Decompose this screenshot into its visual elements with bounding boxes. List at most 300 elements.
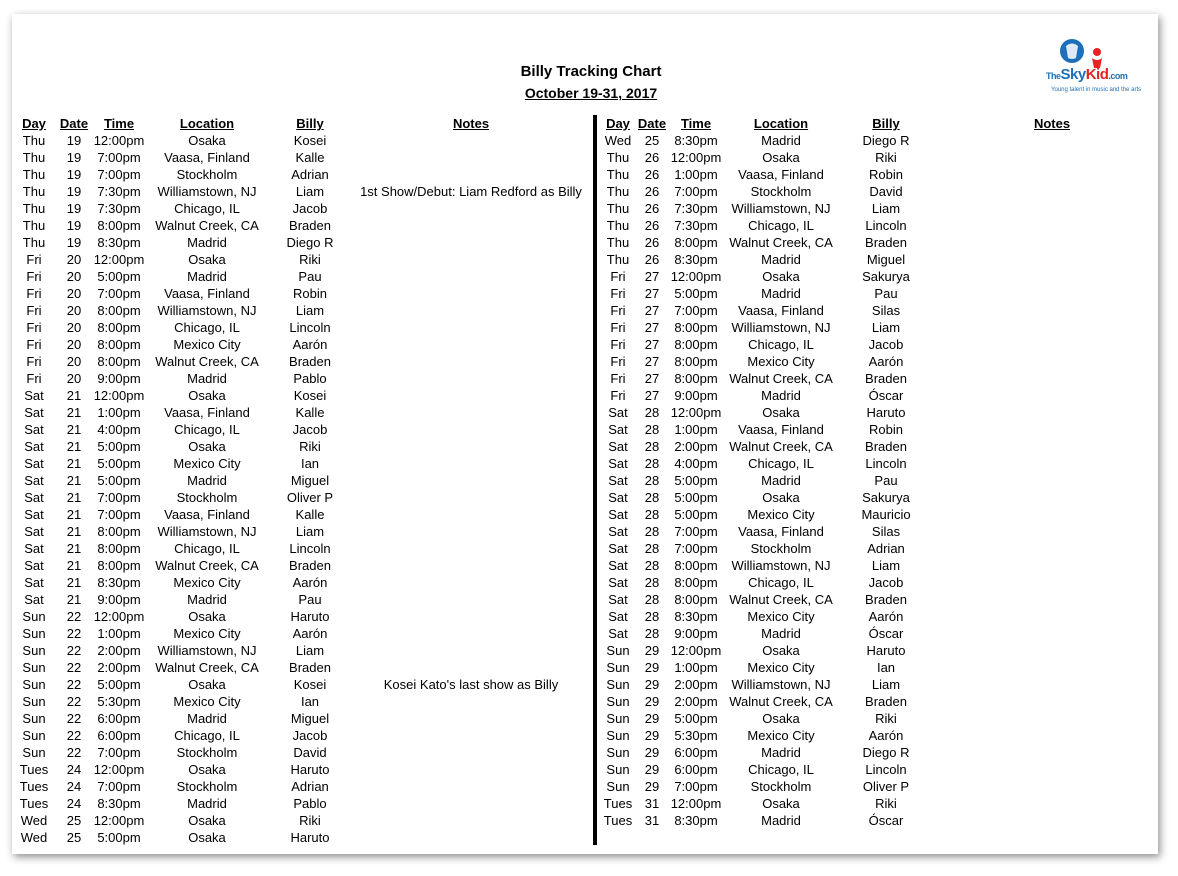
cell-time: 2:00pm [97,660,141,675]
cell-date: 22 [66,711,82,726]
cell-location: Madrid [761,388,801,403]
cell-billy: Aarón [868,728,904,743]
cell-day: Sat [608,541,628,556]
cell-location: Chicago, IL [174,422,240,437]
cell-location: Walnut Creek, CA [729,235,833,250]
cell-location: Walnut Creek, CA [155,660,259,675]
cell-billy: Haruto [290,830,330,845]
cell-time: 4:00pm [97,422,141,437]
cell-day: Fri [610,269,626,284]
cell-time: 5:00pm [97,830,141,845]
cell-date: 26 [644,201,660,216]
cell-billy: Óscar [868,626,904,641]
header-location: Location [753,116,809,131]
cell-date: 28 [644,524,660,539]
cell-time: 8:00pm [674,337,718,352]
cell-billy: Lincoln [289,541,331,556]
cell-location: Mexico City [173,456,241,471]
cell-day: Thu [22,201,46,216]
cell-date: 25 [66,813,82,828]
cell-date: 22 [66,609,82,624]
cell-billy: Diego R [286,235,334,250]
cell-time: 1:00pm [674,422,718,437]
cell-day: Fri [26,269,42,284]
cell-date: 29 [644,643,660,658]
cell-location: Walnut Creek, CA [729,694,833,709]
cell-date: 25 [644,133,660,148]
cell-location: Osaka [188,813,226,828]
cell-date: 21 [66,507,82,522]
cell-day: Sat [608,626,628,641]
header-notes: Notes [452,116,490,131]
cell-billy: Oliver P [862,779,910,794]
cell-location: Chicago, IL [174,541,240,556]
cell-date: 26 [644,150,660,165]
cell-time: 8:30pm [674,813,718,828]
cell-date: 21 [66,439,82,454]
cell-time: 4:00pm [674,456,718,471]
cell-date: 28 [644,456,660,471]
cell-location: Stockholm [176,779,238,794]
cell-day: Sun [606,711,630,726]
logo-the: The [1046,71,1061,81]
cell-day: Sat [608,405,628,420]
cell-billy: Kalle [295,507,325,522]
cell-time: 12:00pm [93,762,145,777]
cell-date: 21 [66,592,82,607]
cell-location: Osaka [188,439,226,454]
cell-location: Chicago, IL [748,575,814,590]
cell-date: 28 [644,405,660,420]
cell-date: 21 [66,490,82,505]
cell-location: Stockholm [176,490,238,505]
cell-time: 12:00pm [93,388,145,403]
cell-billy: Liam [871,201,901,216]
cell-location: Walnut Creek, CA [155,218,259,233]
cell-time: 7:00pm [97,507,141,522]
cell-time: 12:00pm [670,150,722,165]
cell-day: Fri [26,337,42,352]
cell-location: Osaka [762,711,800,726]
cell-billy: Pablo [293,796,327,811]
cell-day: Sun [22,660,46,675]
header-time: Time [680,116,712,131]
cell-day: Thu [22,184,46,199]
cell-day: Sun [22,711,46,726]
cell-time: 1:00pm [674,167,718,182]
cell-time: 8:00pm [674,575,718,590]
cell-day: Thu [606,218,630,233]
cell-date: 20 [66,269,82,284]
cell-date: 29 [644,762,660,777]
cell-location: Chicago, IL [748,218,814,233]
cell-billy: Kosei [293,133,327,148]
cell-location: Madrid [761,252,801,267]
cell-day: Sun [22,728,46,743]
cell-day: Sun [606,643,630,658]
header-location: Location [179,116,235,131]
cell-date: 28 [644,558,660,573]
cell-date: 29 [644,677,660,692]
cell-time: 8:00pm [97,558,141,573]
cell-billy: Jacob [292,201,328,216]
cell-time: 5:00pm [97,677,141,692]
cell-billy: Óscar [868,813,904,828]
cell-date: 22 [66,745,82,760]
cell-billy: Liam [871,677,901,692]
cell-location: Vaasa, Finland [738,167,824,182]
cell-day: Sat [24,507,44,522]
cell-date: 27 [644,371,660,386]
cell-date: 20 [66,303,82,318]
cell-location: Mexico City [173,337,241,352]
header-billy: Billy [296,116,324,131]
cell-location: Osaka [188,762,226,777]
cell-time: 7:00pm [674,541,718,556]
cell-location: Chicago, IL [748,762,814,777]
header-time: Time [103,116,135,131]
cell-date: 19 [66,235,82,250]
cell-location: Madrid [761,745,801,760]
cell-day: Fri [610,320,626,335]
cell-time: 2:00pm [674,694,718,709]
cell-billy: Robin [869,167,903,182]
cell-billy: Haruto [866,643,906,658]
cell-day: Thu [22,133,46,148]
cell-billy: Pau [874,473,898,488]
cell-location: Madrid [761,133,801,148]
cell-time: 7:00pm [97,286,141,301]
cell-day: Tues [603,796,633,811]
cell-billy: Pau [874,286,898,301]
cell-day: Sat [608,490,628,505]
cell-time: 5:00pm [97,269,141,284]
cell-billy: Jacob [868,337,904,352]
cell-location: Mexico City [173,626,241,641]
cell-location: Vaasa, Finland [738,303,824,318]
cell-billy: Kalle [295,150,325,165]
cell-time: 5:00pm [97,456,141,471]
cell-day: Sat [608,456,628,471]
header-day: Day [22,116,46,131]
cell-date: 22 [66,660,82,675]
cell-billy: Miguel [290,473,330,488]
cell-time: 5:30pm [674,728,718,743]
cell-location: Williamstown, NJ [731,320,831,335]
cell-billy: Haruto [290,609,330,624]
cell-day: Sat [24,473,44,488]
cell-day: Thu [606,252,630,267]
cell-day: Fri [610,337,626,352]
cell-date: 26 [644,235,660,250]
cell-day: Fri [610,354,626,369]
cell-day: Thu [22,235,46,250]
header-billy: Billy [872,116,900,131]
cell-date: 28 [644,473,660,488]
cell-date: 21 [66,575,82,590]
cell-date: 22 [66,643,82,658]
cell-location: Madrid [761,473,801,488]
cell-location: Mexico City [747,507,815,522]
cell-location: Madrid [761,286,801,301]
cell-billy: Mauricio [861,507,911,522]
cell-time: 7:30pm [97,184,141,199]
cell-billy: Ian [300,694,320,709]
cell-date: 27 [644,388,660,403]
cell-location: Mexico City [173,575,241,590]
cell-time: 5:00pm [674,490,718,505]
cell-date: 19 [66,201,82,216]
cell-notes: 1st Show/Debut: Liam Redford as Billy [360,184,582,199]
cell-billy: Jacob [292,422,328,437]
cell-date: 20 [66,337,82,352]
cell-billy: Lincoln [289,320,331,335]
cell-date: 20 [66,252,82,267]
cell-time: 7:30pm [97,201,141,216]
cell-day: Sun [606,694,630,709]
header-date: Date [637,116,667,131]
column-divider [593,115,597,845]
cell-date: 28 [644,507,660,522]
cell-date: 20 [66,371,82,386]
cell-location: Chicago, IL [174,201,240,216]
cell-billy: Riki [299,252,321,267]
cell-date: 25 [66,830,82,845]
cell-billy: Aarón [868,354,904,369]
cell-location: Osaka [762,643,800,658]
cell-location: Williamstown, NJ [731,201,831,216]
cell-location: Madrid [187,711,227,726]
logo-kid: Kid [1085,66,1109,83]
cell-billy: Sakurya [862,490,910,505]
cell-day: Sat [608,575,628,590]
cell-billy: Braden [865,439,907,454]
cell-billy: Braden [865,592,907,607]
cell-location: Walnut Creek, CA [729,592,833,607]
cell-billy: Oliver P [286,490,334,505]
cell-billy: Liam [871,558,901,573]
cell-day: Sat [608,473,628,488]
cell-time: 9:00pm [97,371,141,386]
cell-day: Sat [24,405,44,420]
cell-location: Vaasa, Finland [738,524,824,539]
cell-location: Mexico City [747,609,815,624]
cell-time: 12:00pm [93,609,145,624]
cell-day: Sun [606,779,630,794]
cell-date: 22 [66,626,82,641]
cell-date: 27 [644,303,660,318]
cell-time: 8:00pm [674,592,718,607]
cell-time: 8:00pm [97,320,141,335]
cell-date: 28 [644,422,660,437]
cell-location: Osaka [762,490,800,505]
cell-billy: Aarón [292,575,328,590]
cell-date: 21 [66,422,82,437]
cell-location: Osaka [188,133,226,148]
cell-location: Madrid [187,796,227,811]
cell-location: Chicago, IL [174,728,240,743]
cell-billy: Diego R [862,745,910,760]
cell-date: 27 [644,354,660,369]
cell-location: Madrid [187,473,227,488]
cell-date: 19 [66,150,82,165]
cell-time: 8:00pm [674,371,718,386]
cell-day: Thu [606,167,630,182]
cell-day: Sat [608,592,628,607]
cell-time: 7:00pm [674,184,718,199]
cell-date: 29 [644,745,660,760]
cell-location: Madrid [761,626,801,641]
cell-time: 8:00pm [674,354,718,369]
cell-billy: Silas [871,303,901,318]
cell-date: 21 [66,388,82,403]
cell-date: 22 [66,728,82,743]
cell-location: Madrid [187,592,227,607]
cell-day: Sat [24,490,44,505]
cell-day: Sun [22,694,46,709]
cell-day: Sun [606,762,630,777]
cell-time: 8:00pm [97,218,141,233]
cell-time: 8:30pm [674,609,718,624]
cell-date: 26 [644,218,660,233]
cell-date: 19 [66,218,82,233]
cell-day: Wed [604,133,632,148]
logo-tagline: Young talent in music and the arts [1051,87,1142,93]
cell-billy: Riki [299,813,321,828]
cell-time: 8:30pm [674,252,718,267]
cell-time: 6:00pm [674,745,718,760]
cell-date: 21 [66,473,82,488]
cell-time: 7:00pm [97,779,141,794]
cell-date: 20 [66,320,82,335]
cell-billy: Kosei [293,677,327,692]
cell-day: Sat [24,558,44,573]
cell-date: 31 [644,796,660,811]
cell-time: 8:00pm [97,524,141,539]
cell-notes: Kosei Kato's last show as Billy [383,677,559,692]
cell-billy: Kosei [293,388,327,403]
cell-date: 21 [66,524,82,539]
cell-time: 7:00pm [674,779,718,794]
cell-billy: Riki [875,150,897,165]
cell-billy: Ian [876,660,896,675]
cell-day: Sat [24,439,44,454]
cell-day: Tues [19,796,49,811]
cell-day: Sun [22,677,46,692]
cell-day: Thu [606,184,630,199]
cell-date: 19 [66,167,82,182]
cell-location: Mexico City [747,660,815,675]
cell-day: Fri [26,286,42,301]
cell-day: Sun [22,643,46,658]
cell-time: 8:00pm [97,354,141,369]
cell-time: 5:00pm [674,507,718,522]
cell-date: 28 [644,626,660,641]
cell-location: Williamstown, NJ [157,643,257,658]
cell-location: Vaasa, Finland [164,405,250,420]
cell-billy: Adrian [867,541,905,556]
header-day: Day [606,116,630,131]
cell-time: 1:00pm [97,405,141,420]
cell-day: Sun [606,660,630,675]
cell-day: Fri [26,371,42,386]
cell-time: 5:00pm [674,286,718,301]
header-date: Date [59,116,89,131]
cell-location: Chicago, IL [174,320,240,335]
cell-time: 1:00pm [674,660,718,675]
cell-date: 27 [644,286,660,301]
cell-date: 28 [644,541,660,556]
cell-date: 24 [66,762,82,777]
cell-location: Walnut Creek, CA [729,371,833,386]
cell-billy: Braden [865,694,907,709]
cell-day: Sat [608,558,628,573]
cell-day: Sun [606,677,630,692]
cell-date: 29 [644,660,660,675]
cell-location: Chicago, IL [748,337,814,352]
cell-time: 12:00pm [93,813,145,828]
cell-time: 12:00pm [670,405,722,420]
cell-day: Fri [26,320,42,335]
cell-date: 28 [644,490,660,505]
cell-billy: Braden [289,558,331,573]
cell-time: 12:00pm [93,133,145,148]
cell-day: Thu [606,235,630,250]
cell-billy: David [869,184,903,199]
cell-location: Stockholm [750,779,812,794]
cell-billy: Braden [289,354,331,369]
cell-time: 6:00pm [97,711,141,726]
cell-billy: Liam [295,643,325,658]
cell-location: Williamstown, NJ [157,524,257,539]
cell-billy: Liam [295,184,325,199]
cell-date: 20 [66,286,82,301]
cell-billy: Haruto [290,762,330,777]
cell-time: 8:30pm [674,133,718,148]
cell-location: Osaka [188,830,226,845]
cell-location: Madrid [187,371,227,386]
cell-billy: Lincoln [865,762,907,777]
cell-date: 21 [66,405,82,420]
page-subtitle: October 19-31, 2017 [524,85,658,101]
cell-time: 12:00pm [670,269,722,284]
cell-time: 7:30pm [674,218,718,233]
cell-billy: Braden [865,235,907,250]
cell-date: 28 [644,575,660,590]
cell-time: 7:30pm [674,201,718,216]
cell-location: Vaasa, Finland [164,150,250,165]
header-notes: Notes [1033,116,1071,131]
cell-day: Tues [19,779,49,794]
cell-billy: Aarón [868,609,904,624]
cell-date: 21 [66,541,82,556]
cell-day: Fri [26,303,42,318]
cell-location: Madrid [761,813,801,828]
cell-billy: Óscar [868,388,904,403]
cell-location: Madrid [187,269,227,284]
cell-billy: Liam [871,320,901,335]
cell-billy: Lincoln [865,456,907,471]
cell-time: 5:00pm [97,473,141,488]
cell-billy: Robin [293,286,327,301]
cell-billy: Jacob [292,728,328,743]
cell-billy: Liam [295,524,325,539]
cell-billy: Aarón [292,626,328,641]
cell-location: Stockholm [176,167,238,182]
cell-time: 9:00pm [674,388,718,403]
cell-day: Sat [24,422,44,437]
cell-date: 28 [644,609,660,624]
